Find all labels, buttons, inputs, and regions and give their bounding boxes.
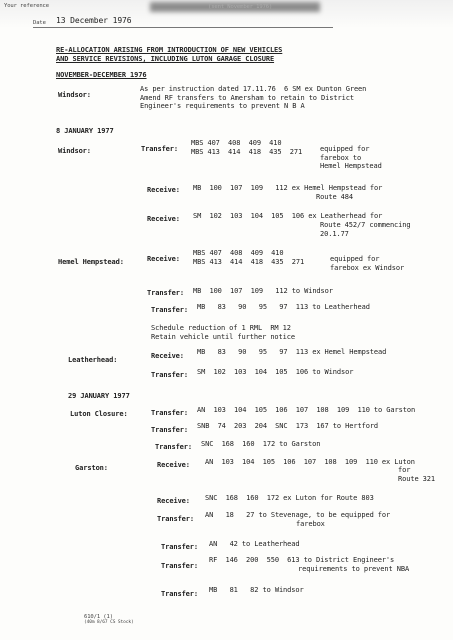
garston-label: Garston:	[75, 464, 108, 472]
windsor-receive-2-line-2: Route 452/7 commencing	[320, 221, 411, 229]
title-line-1: RE-ALLOCATION ARISING FROM INTRODUCTION OF NEW VEHICLES	[56, 46, 283, 54]
heading-8-january-1977: 8 JANUARY 1977	[56, 127, 114, 135]
sent-note: (sent November 1976)	[208, 4, 273, 10]
windsor-transfer-note-2: farebox to	[320, 154, 362, 162]
luton-transfer-3-label: Transfer:	[155, 443, 193, 451]
hemel-transfer-1-text: MB 100 107 109 112 to Windsor	[193, 287, 333, 295]
hemel-schedule-line-1: Schedule reduction of 1 RML RM 12	[151, 324, 291, 332]
title-line-2: AND SERVICE REVISIONS, INCLUDING LUTON GARAGE CLOSURE	[56, 55, 275, 63]
your-reference-label: Your reference	[4, 3, 49, 9]
garston-receive-1-note-1: for	[398, 466, 411, 474]
garston-receive-2-label: Receive:	[157, 497, 190, 505]
hemel-hempstead-label: Hemel Hempstead:	[58, 258, 124, 266]
leatherhead-transfer-label: Transfer:	[151, 371, 189, 379]
luton-transfer-1-label: Transfer:	[151, 409, 189, 417]
windsor-label-1976: Windsor:	[58, 91, 91, 99]
garston-transfer-4-label: Transfer:	[161, 590, 199, 598]
hemel-transfer-2-label: Transfer:	[151, 306, 189, 314]
windsor-transfer-line-1: MBS 407 408 409 410	[191, 139, 282, 147]
leatherhead-label: Leatherhead:	[68, 356, 118, 364]
date-label: Date	[33, 20, 46, 26]
windsor-label-jan8: Windsor:	[58, 147, 91, 155]
hemel-receive-line-1: MBS 407 408 409 410	[193, 249, 284, 257]
heading-29-january-1977: 29 JANUARY 1977	[68, 392, 130, 400]
garston-transfer-4-text: MB 81 82 to Windsor	[209, 586, 304, 594]
garston-receive-1-label: Receive:	[157, 461, 190, 469]
form-reference-1: 610/1 (1)	[84, 614, 113, 620]
form-reference-2: (40m 8/67 CS Stock)	[84, 620, 134, 625]
leatherhead-transfer-text: SM 102 103 104 105 106 to Windsor	[197, 368, 354, 376]
date-rule	[33, 27, 333, 28]
hemel-receive-label: Receive:	[147, 255, 180, 263]
windsor-transfer-note-1: equipped for	[320, 145, 370, 153]
garston-transfer-1-line-2: farebox	[296, 520, 325, 528]
hemel-transfer-2-text: MB 83 90 95 97 113 to Leatherhead	[197, 303, 370, 311]
garston-transfer-2-label: Transfer:	[161, 543, 199, 551]
garston-receive-1-note-2: Route 321	[398, 475, 436, 483]
windsor-instruction-line-3: Engineer's requirements to prevent N B A	[140, 102, 305, 110]
garston-receive-1-text: AN 103 104 105 106 107 108 109 110 ex Luton	[205, 458, 415, 466]
windsor-instruction-line-1: As per instruction dated 17.11.76 6 SM ex Dunton Green	[140, 85, 367, 93]
hemel-transfer-1-label: Transfer:	[147, 289, 185, 297]
windsor-transfer-label: Transfer:	[141, 145, 179, 153]
garston-transfer-1-label: Transfer:	[157, 515, 195, 523]
garston-receive-2-text: SNC 168 160 172 ex Luton for Route 803	[205, 494, 374, 502]
luton-transfer-2-text: SNB 74 203 204 SNC 173 167 to Hertford	[197, 422, 379, 430]
windsor-receive-2-line-1: SM 102 103 104 105 106 ex Leatherhead for	[193, 212, 383, 220]
garston-transfer-1-line-1: AN 18 27 to Stevenage, to be equipped for	[205, 511, 391, 519]
garston-transfer-3-label: Transfer:	[161, 562, 199, 570]
hemel-schedule-line-2: Retain vehicle until further notice	[151, 333, 296, 341]
date-value: 13 December 1976	[56, 16, 132, 25]
windsor-receive-2-line-3: 20.1.77	[320, 230, 349, 238]
luton-closure-label: Luton Closure:	[70, 410, 128, 418]
windsor-instruction-line-2: Amend RF transfers to Amersham to retain to District	[140, 94, 354, 102]
garston-transfer-3-line-1: RF 146 200 550 613 to District Engineer's	[209, 556, 395, 564]
hemel-receive-note-1: equipped for	[330, 255, 380, 263]
garston-transfer-3-line-2: requirements to prevent NBA	[298, 565, 410, 573]
luton-transfer-3-text: SNC 168 160 172 to Garston	[201, 440, 321, 448]
garston-transfer-2-text: AN 42 to Leatherhead	[209, 540, 300, 548]
leatherhead-receive-label: Receive:	[151, 352, 184, 360]
hemel-receive-line-2: MBS 413 414 418 435 271	[193, 258, 305, 266]
luton-transfer-1-text: AN 103 104 105 106 107 108 109 110 to Garston	[197, 406, 416, 414]
heading-nov-dec-1976: NOVEMBER-DECEMBER 1976	[56, 71, 147, 79]
windsor-receive-1-line-2: Route 484	[316, 193, 354, 201]
hemel-receive-note-2: farebox ex Windsor	[330, 264, 405, 272]
leatherhead-receive-text: MB 83 90 95 97 113 ex Hemel Hempstead	[197, 348, 387, 356]
windsor-transfer-note-3: Hemel Hempstead	[320, 162, 382, 170]
windsor-receive-1-label: Receive:	[147, 186, 180, 194]
windsor-receive-2-label: Receive:	[147, 215, 180, 223]
windsor-receive-1-line-1: MB 100 107 109 112 ex Hemel Hempstead for	[193, 184, 383, 192]
luton-transfer-2-label: Transfer:	[151, 426, 189, 434]
windsor-transfer-line-2: MBS 413 414 418 435 271	[191, 148, 303, 156]
